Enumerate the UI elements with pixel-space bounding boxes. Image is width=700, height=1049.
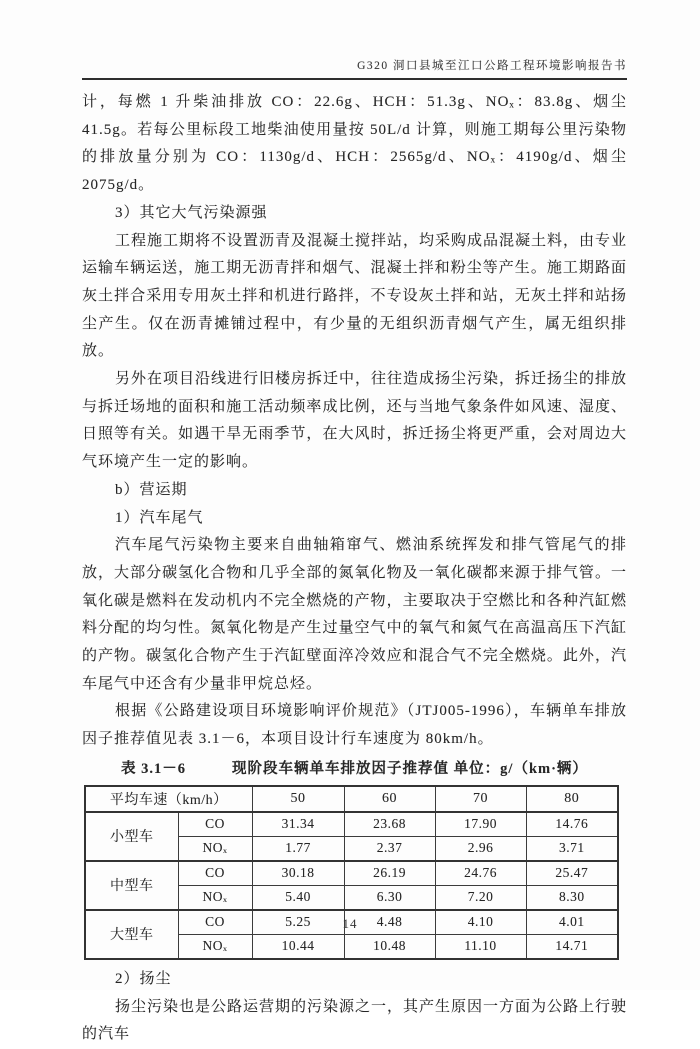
vehicle-medium-cell: 中型车 — [85, 861, 178, 910]
value-cell: 24.76 — [435, 861, 526, 886]
heading-operation-period: b）营运期 — [115, 481, 188, 498]
page-content — [82, 89, 627, 1049]
paragraph-road-dust-intro: 扬尘污染也是公路运营期的污染源之一，其产生原因一方面为公路上行驶的汽车 — [82, 998, 628, 1043]
value-cell: 1.77 — [252, 836, 344, 861]
table-header-row — [85, 786, 618, 812]
pollutant-cell: NOₓ — [178, 836, 252, 861]
paragraph-fuel-emissions: 计，每燃 1 升柴油排放 CO：22.6g、HCH：51.3g、NOₓ：83.8g、烟尘 41.5g。若每公里标段工地柴油使用量按 50L/d 计算，则施工期每公里污染物的排放量分别为 CO：1130g/d、HCH：2565g/d、NOₓ：4190g/d、烟尘 2075g/d。 — [82, 94, 627, 194]
paragraph-exhaust-sources: 汽车尾气污染物主要来自曲轴箱窜气、燃油系统挥发和排气管尾气的排放，大部分碳氢化合物和几乎全部的氮氧化物及一氧化碳都来源于排气管。一氧化碳是燃料在发动机内不完全燃烧的产物，主要取决于空燃比和各种汽缸燃料分配的均匀性。氮氧化物是产生过量空气中的氧气和氮气在高温高压下汽缸的产物。碳氢化合物产生于汽缸壁面淬冷效应和混合气不完全燃烧。此外，汽车尾气中还含有少量非甲烷总烃。 — [82, 537, 627, 692]
value-cell: 10.44 — [252, 934, 344, 959]
heading-other-air-pollution-sources: 3）其它大气污染源强 — [115, 204, 268, 221]
avg-speed-header-cell: 平均车速（km/h） — [85, 786, 252, 812]
heading-road-dust: 2）扬尘 — [115, 970, 172, 987]
value-cell: 6.30 — [344, 885, 435, 910]
paragraph-construction-mixing: 工程施工期将不设置沥青及混凝土搅拌站，均采购成品混凝土料，由专业运输车辆运送，施工期无沥青拌和烟气、混凝土拌和粉尘等产生。施工期路面灰土拌合采用专用灰土拌和机进行路拌，不专设灰土拌和站，无灰土拌和站扬尘产生。仅在沥青摊铺过程中，有少量的无组织沥青烟气产生，属无组织排放。 — [82, 232, 628, 360]
pollutant-cell: NOₓ — [178, 934, 252, 959]
paragraph-demolition-dust: 另外在项目沿线进行旧楼房拆迁中，往往造成扬尘污染，拆迁扬尘的排放与拆迁场地的面积和施工活动频率成比例，还与当地气象条件如风速、湿度、日照等有关。如遇干旱无雨季节，在大风时，拆迁扬尘将更严重，会对周边大气环境产生一定的影响。 — [82, 371, 628, 471]
value-cell: 5.25 — [252, 910, 344, 935]
speed-80-header-cell: 80 — [526, 786, 618, 812]
vehicle-large-cell: 大型车 — [85, 910, 178, 959]
pollutant-cell: CO — [178, 861, 252, 886]
paragraph-emission-factor-reference: 根据《公路建设项目环境影响评价规范》（JTJ005-1996），车辆单车排放因子推荐值见表 3.1－6，本项目设计行车速度为 80km/h。 — [82, 703, 627, 748]
value-cell: 8.30 — [526, 885, 618, 910]
speed-70-header-cell: 70 — [435, 786, 526, 812]
value-cell: 4.48 — [344, 910, 435, 935]
value-cell: 7.20 — [435, 885, 526, 910]
value-cell: 3.71 — [526, 836, 618, 861]
table-number: 表 3.1－6 — [121, 760, 187, 777]
value-cell: 23.68 — [344, 812, 435, 837]
table-title: 现阶段车辆单车排放因子推荐值 单位：g/（km·辆） — [232, 760, 588, 777]
heading-vehicle-exhaust: 1）汽车尾气 — [115, 509, 204, 526]
value-cell: 11.10 — [435, 934, 526, 959]
emission-factors-table — [84, 785, 619, 960]
pollutant-cell: NOₓ — [178, 885, 252, 910]
value-cell: 2.37 — [344, 836, 435, 861]
speed-60-header-cell: 60 — [344, 786, 435, 812]
value-cell: 4.10 — [435, 910, 526, 935]
value-cell: 4.01 — [526, 910, 618, 935]
pollutant-cell: CO — [178, 812, 252, 837]
page-header — [82, 0, 627, 80]
pollutant-cell: CO — [178, 910, 252, 935]
page-footer — [0, 916, 700, 932]
value-cell: 2.96 — [435, 836, 526, 861]
page-number: 14 — [342, 916, 358, 931]
value-cell: 25.47 — [526, 861, 618, 886]
value-cell: 31.34 — [252, 812, 344, 837]
value-cell: 30.18 — [252, 861, 344, 886]
value-cell: 14.76 — [526, 812, 618, 837]
value-cell: 26.19 — [344, 861, 435, 886]
table-row — [85, 812, 618, 837]
value-cell: 17.90 — [435, 812, 526, 837]
table-caption — [82, 757, 627, 778]
speed-50-header-cell: 50 — [252, 786, 344, 812]
table-row — [85, 861, 618, 886]
running-header: G320 洞口县城至江口公路工程环境影响报告书 — [82, 57, 627, 80]
value-cell: 10.48 — [344, 934, 435, 959]
value-cell: 5.40 — [252, 885, 344, 910]
value-cell: 14.71 — [526, 934, 618, 959]
vehicle-small-cell: 小型车 — [85, 812, 178, 861]
